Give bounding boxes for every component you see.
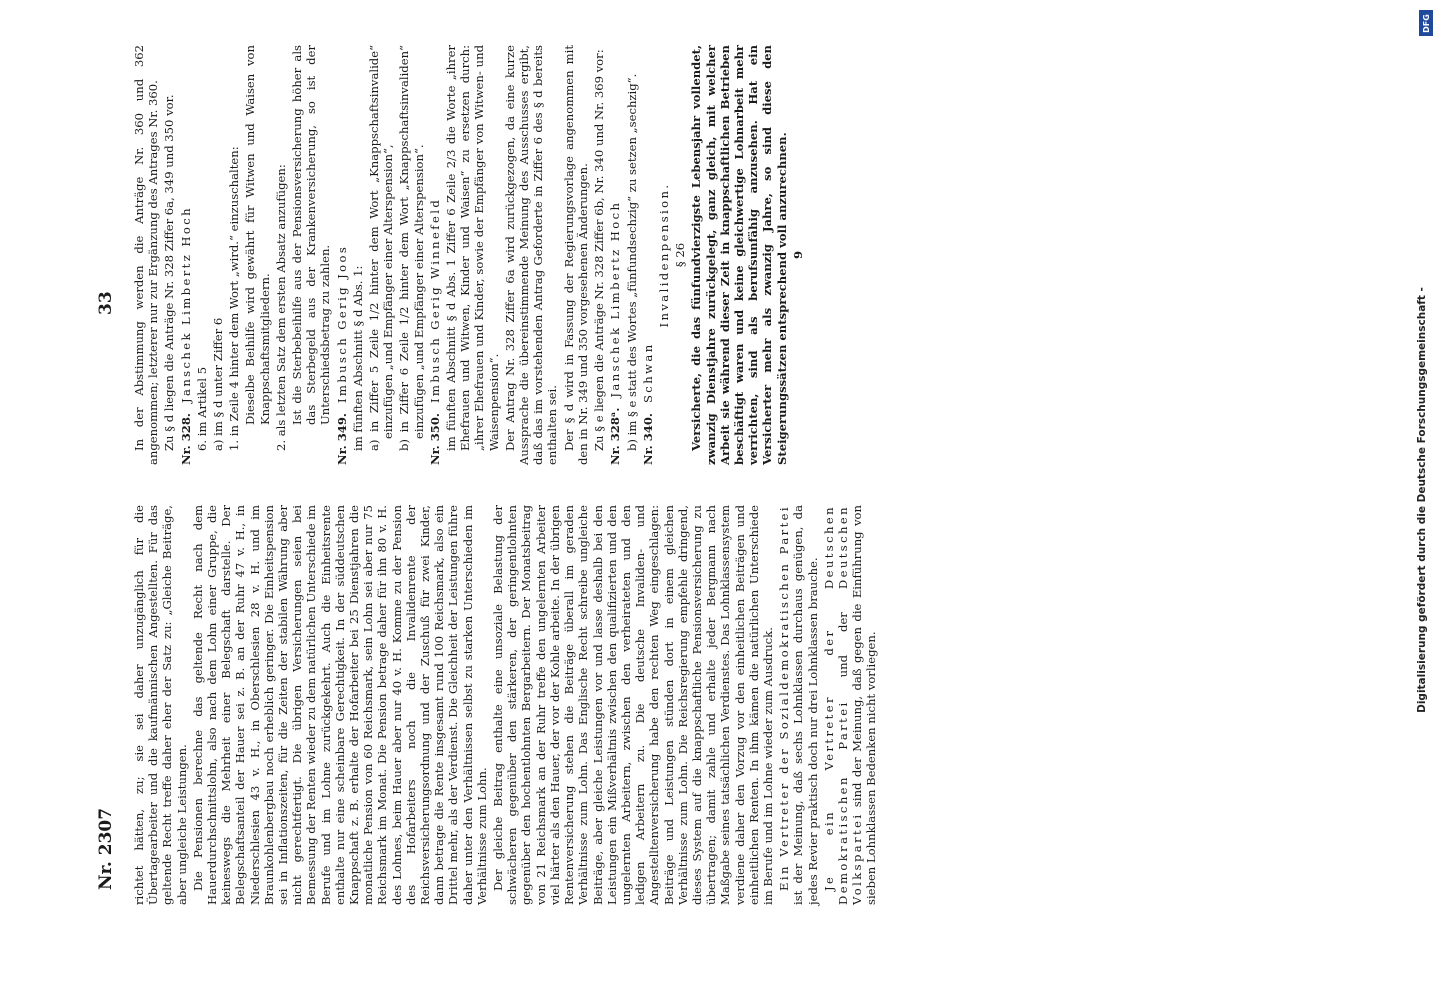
paragraph — [822, 505, 879, 905]
paragraph: Zu § d liegen die Anträge Nr. 328 Ziffer 6a, 349 und 350 vor. — [162, 94, 177, 451]
motion-line: Ist die Sterbebeihilfe aus der Pensionsversicherung höher als das Sterbegeld aus der Krankenversicherung, so ist der Unterschiedsbetrag zu zahlen. — [290, 45, 333, 425]
paragraph: Zu § e liegen die Anträge Nr. 328 Ziffer 6b, Nr. 340 und Nr. 369 vor: — [592, 49, 607, 451]
paragraph-text: sind der Meinung, daß gegen die Einführung von sieben Lohnklassen Bedenken nicht vorliegen. — [850, 505, 879, 905]
left-column — [132, 505, 881, 905]
digitization-credit: Digitalisierung gefördert durch die Deutsche Forschungsgemeinschaft - — [1416, 287, 1428, 713]
motion-header — [608, 45, 622, 465]
motion-header — [335, 45, 349, 465]
paragraph — [777, 505, 820, 905]
paragraph-text: und der — [835, 612, 850, 678]
paragraph: In der Abstimmung werden die Anträge Nr. 360 und 362 angenommen; letzterer nur zur Ergänzung des Antrages Nr. 360. — [132, 45, 161, 465]
paragraph: Der Antrag Nr. 328 Ziffer 6a wird zurückgezogen, da eine kurze Aussprache die übereinstimmende Meinung des Ausschusses ergibt, daß das im vorstehenden Antrag Geforderte in Ziffer 6 des § d bereits enthalten sei. — [502, 45, 560, 465]
document-page — [82, 45, 1362, 905]
section-number: § 26 — [673, 242, 688, 268]
motion-line: a) in Ziffer 5 Zeile 1/2 hinter dem Wort „Knappschaftsinvalide“ einzufügen „und Empfänger einer Alterspension“, — [367, 45, 396, 451]
document-number: Nr. 2307 — [96, 807, 116, 890]
motion-signatories: Imbusch Gerig Winnefeld — [427, 197, 442, 404]
motion-line: a) im § d unter Ziffer 6 — [211, 317, 226, 451]
dfg-logo: DFG — [1419, 10, 1433, 36]
page-number: 33 — [96, 291, 116, 315]
paragraph: Der § d wird in Fassung der Regierungsvorlage angenommen mit den in Nr. 349 und 350 vorgesehenen Änderungen. — [561, 45, 590, 465]
party-name: Deutschen Volkspartei — [835, 504, 865, 905]
motion-line: b) in Ziffer 6 Zeile 1/2 hinter dem Wort „Knappschaftsinvaliden“ einzufügen „und Empfänger einer Alterspension“. — [397, 45, 426, 451]
party-name: Je ein Vertreter der Deutschen Demokratischen Partei — [821, 505, 850, 905]
motion-line: 6. im Artikel 5 — [194, 366, 209, 451]
motion-signatories: Janschek Limbertz Hoch — [178, 206, 193, 404]
paragraph-text: ist der Meinung, daß sechs Lohnklassen durchaus genügen, da jedes Revier praktisch doch nur drei Lohnklassen brauche. — [791, 505, 820, 905]
paragraph: Die Pensionen berechne das geltende Recht nach dem Hauerdurchschnittslohn, also nach dem Lohn einer Gruppe, die keineswegs die Mehrheit einer Belegschaft darstelle. Der Belegschaftsanteil der Hauer sei z. B. an der Ruhr 47 v. H., in Niederschlesien 43 v. H., in Oberschlesien 28 v. H. und im Braunkohlenbergbau noch erheblich geringer. Die Einheitspension sei in Inflationszeiten, für die Zeiten der stabilen Währung aber nicht gerechtfertigt. Die übrigen Versicherungen seien bei Bemessung der Renten wieder zu dem natürlichen Unterschiede im Berufe und im Lohne zurückgekehrt. Auch die Einheitsrente enthalte nur eine scheinbare Gerechtigkeit. In der süddeutschen Knappschaft z. B. erhalte der Hofarbeiter bei 25 Dienstjahren die monatliche Pension von 60 Reichsmark, sein Lohn sei aber nur 75 Reichsmark im Monat. Die Pension betrage daher für ihn 80 v. H. des Lohnes, beim Hauer aber nur 40 v. H. Komme zu der Pension des Hofarbeiters noch die Invalidenrente der Reichsversicherungsordnung und der Zuschuß für zwei Kinder, dann betrage die Rente insgesamt rund 100 Reichsmark, also ein Drittel mehr, als der Verdienst. Die Gleichheit der Leistungen führe daher unter den Verhältnissen selbst zu starken Unterschieden im Verhältnisse zum Lohn. — [190, 505, 489, 905]
proposed-text: Versicherte, die das fünfundvierzigste Lebensjahr vollendet, zwanzig Dienstjahre zurückgelegt, ganz gleich, mit welcher Arbeit sie während dieser Zeit in knappschaftlichen Betrieben beschäftigt waren und keine gleichwertige Lohnarbeit mehr verrichten, sind als berufsunfähig anzusehen. Hat ein Versicherter mehr als zwanzig Jahre, so sind diese den Steigerungssätzen entsprechend voll anzurechnen. — [689, 45, 789, 465]
motion-number: Nr. 350. — [427, 413, 442, 465]
motion-number: Nr. 349. — [334, 413, 349, 465]
motion-header — [179, 45, 193, 465]
signature-mark: 9 — [790, 250, 805, 260]
motion-line: b) im § e statt des Wortes „fünfundsechzig“ zu setzen „sechzig“. — [624, 73, 639, 451]
motion-signatories: Schwan — [640, 342, 655, 404]
motion-line: im fünften Abschnitt § d Abs. 1: — [350, 265, 365, 451]
motion-signatories: Imbusch Gerig Joos — [334, 244, 349, 404]
motion-line: Dieselbe Beihilfe wird gewährt für Witwen und Waisen von Knappschaftsmitgliedern. — [243, 45, 272, 425]
motion-header — [641, 45, 655, 465]
party-name: Ein Vertreter der Sozialdemokratischen Partei — [777, 505, 792, 891]
paragraph: richtet hätten, zu; sie sei daher unzugänglich für die Übertagearbeiter und die kaufmännischen Angestellten. Für das geltende Recht treffe daher eher der Satz zu: „Gleiche Beiträge, aber ungleiche Leistungen. — [132, 505, 189, 905]
motion-signatories: Janschek Limbertz Hoch — [608, 200, 623, 398]
motion-line: 2. als letzten Satz dem ersten Absatz anzufügen: — [273, 164, 288, 451]
section-heading: Invalidenpension. — [656, 182, 671, 328]
motion-number: Nr. 340. — [640, 413, 655, 465]
motion-line: 1. in Zeile 4 hinter dem Wort „wird.“ einzuschalten: — [227, 146, 242, 451]
paragraph: Der gleiche Beitrag enthalte eine unsoziale Belastung der schwächeren gegenüber den stärkeren, der geringentlohnten gegenüber den hochentlohnten Bergarbeitern. Der Monatsbeitrag von 21 Reichsmark an der Ruhr treffe den ungelernten Arbeiter viel härter als den Hauer, der vor der Kohle arbeite. In der übrigen Rentenversicherung stehen die Beiträge überall im geraden Verhältnisse zum Lohn. Das Englische Recht schreibe ungleiche Beiträge, aber gleiche Leistungen vor und lasse deshalb bei den Leistungen ein Mißverhältnis zwischen den qualifizierten und den ungelernten Arbeitern, zwischen den verheirateten und den ledigen Arbeitern zu. Die deutsche Invaliden- und Angestelltenversicherung habe den rechten Weg eingeschlagen: Beiträge und Leistungen stünden dort in einem gleichen Verhältnisse zum Lohn. Die Reichsregierung empfehle dringend, dieses System auf die knappschaftliche Pensionsversicherung zu übertragen; damit zahle und erhalte jeder Bergmann nach Maßgabe seines tatsächlichen Verdienstes. Das Lohnklassensystem verdiene daher den Vorzug vor den einheitlichen Beiträgen und einheitlichen Renten. In ihm kämen die natürlichen Unterschiede im Berufe und im Lohne wieder zum Ausdruck. — [491, 505, 775, 905]
motion-number: Nr. 328ᵃ. — [608, 407, 623, 465]
motion-header — [428, 45, 442, 465]
motion-line: im fünften Abschnitt § d Abs. 1 Ziffer 6 Zeile 2/3 die Worte „ihrer Ehefrauen und Witwen, Kinder und Waisen“ zu ersetzen durch: „ihrer Ehefrauen und Kinder, sowie der Empfänger von Witwen- und Waisenpension“. — [444, 45, 501, 451]
motion-number: Nr. 328. — [178, 413, 193, 465]
right-column — [132, 45, 805, 465]
